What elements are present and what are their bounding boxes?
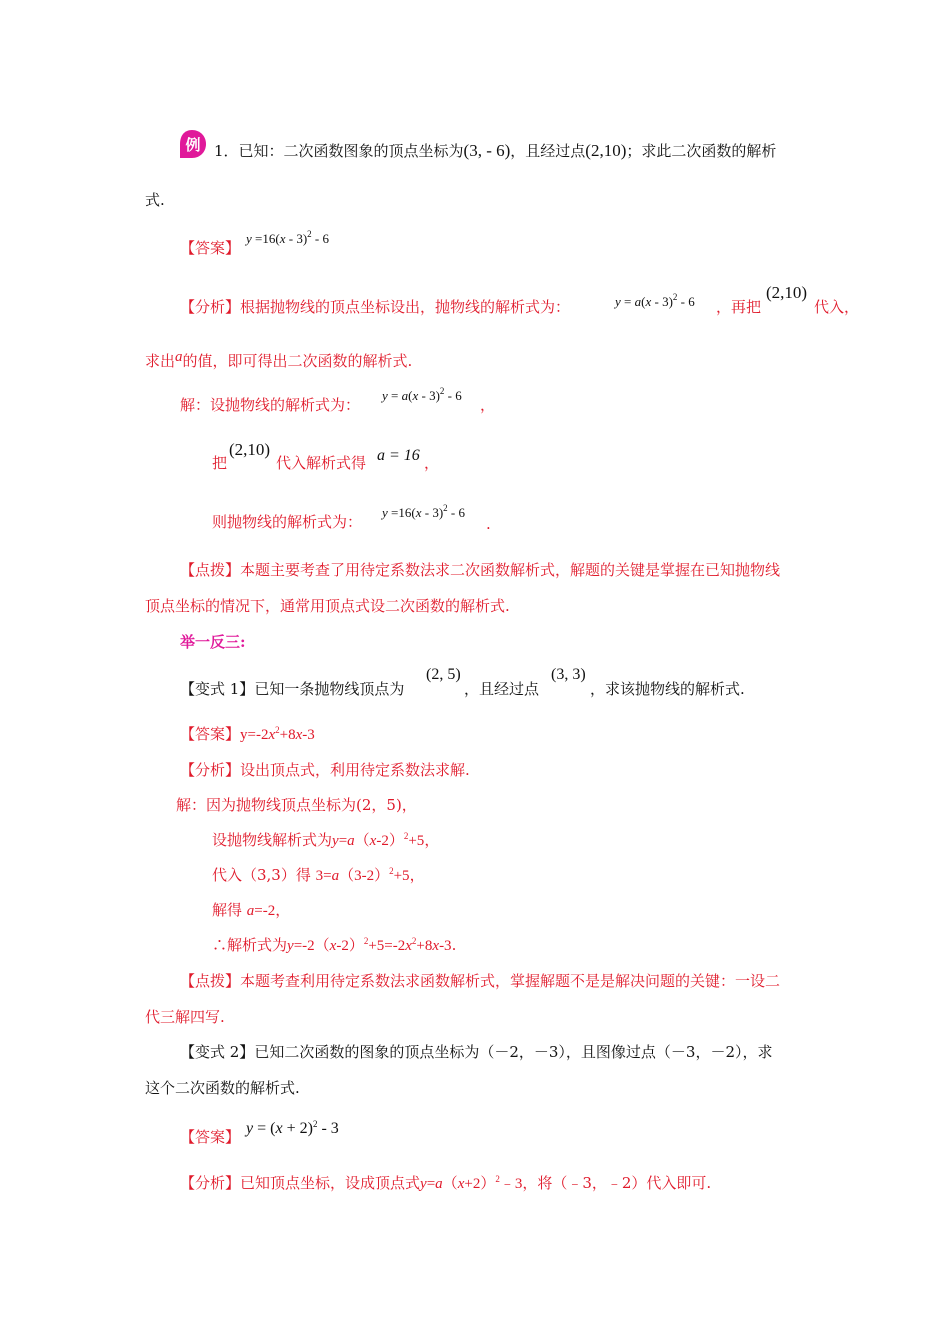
example-badge-icon [176, 128, 208, 160]
analysis1-formula: y = a(x - 3)$^2$ - 6 [615, 292, 695, 309]
answer1-tag: 【答案】 [180, 239, 241, 257]
analysis1-line1b: ，再把 [716, 298, 762, 316]
v1-answer: 【答案】$y=-2x^2+8x-3$ [180, 725, 315, 743]
v2-question-line2: 这个二次函数的解析式. [145, 1079, 300, 1097]
example-badge-text: 例 [185, 136, 201, 154]
solution1-step2-end: ， [424, 454, 440, 472]
solution1-step2b: 代入解析式得 [276, 454, 367, 472]
v2-answer-tag: 【答案】 [180, 1128, 241, 1146]
v1-solution-1: 解：因为抛物线顶点坐标为(2，5)， [176, 796, 417, 814]
v1-solution-3: 代入（3,3）得 $3=a(3-2)^2+5$， [212, 866, 425, 884]
v1-tip-line1: 【点拨】本题考查利用待定系数法求函数解析式，掌握解题不是是解决问题的关键：一设二 [180, 972, 781, 990]
v1-question-a: 【变式 1】已知一条抛物线顶点为 [180, 680, 405, 698]
v1-question-c: ，求该抛物线的解析式. [590, 680, 745, 698]
v1-solution-2: 设抛物线解析式为$y=a(x-2)^2+5$， [212, 831, 440, 849]
example-question: 1．已知：二次函数图象的顶点坐标为(3, - 6)，且经过点(2,10)；求此二次函数的解析 [214, 141, 777, 160]
v1-point: (3, 3) [551, 666, 586, 683]
v1-solution-5: ∴解析式为$y=-2(x-2)^2+5=-2x^2+8x-3$. [212, 936, 457, 954]
v1-tip-line2: 代三解四写. [145, 1008, 225, 1026]
solution1-formula2: y =16(x - 3)$^2$ - 6 [382, 503, 465, 520]
solution1-step2-point: (2,10) [229, 440, 271, 459]
v1-analysis: 【分析】设出顶点式，利用待定系数法求解. [180, 761, 470, 779]
solution1-step1: 解：设抛物线的解析式为： [180, 396, 361, 414]
analysis1-line2: 求出a的值，即可得出二次函数的解析式. [145, 349, 413, 370]
solution1-formula1: y = a(x - 3)$^2$ - 6 [382, 386, 462, 403]
v1-question-b: ，且经过点 [464, 680, 540, 698]
v1-solution-4: 解得 a=-2， [212, 901, 291, 919]
analysis1-line1: 【分析】根据抛物线的顶点坐标设出，抛物线的解析式为： [180, 298, 571, 316]
tip1-line2: 顶点坐标的情况下，通常用顶点式设二次函数的解析式. [145, 597, 510, 615]
v2-analysis: 【分析】已知顶点坐标，设成顶点式$y=a(x+2)^2﹣3$，将（﹣3，﹣2）代入即可. [180, 1174, 712, 1192]
analysis1-line1c: 代入， [814, 298, 860, 316]
v2-question-line1: 【变式 2】已知二次函数的图象的顶点坐标为（－2，－3），且图像过点（－3，－2），求 [180, 1043, 773, 1061]
solution1-step2-value: a = 16 [377, 447, 420, 464]
solution1-step2a: 把 [212, 454, 228, 472]
analysis1-point: (2,10) [766, 283, 808, 302]
tip1-line1: 【点拨】本题主要考查了用待定系数法求二次函数解析式，解题的关键是掌握在已知抛物线 [180, 561, 781, 579]
v2-answer-formula: $y = (x + 2)^2 - 3$ [246, 1119, 339, 1137]
practice-title: 举一反三: [180, 633, 246, 651]
example-question-cont: 式. [145, 191, 165, 209]
v1-vertex: (2, 5) [426, 666, 461, 683]
solution1-step3: 则抛物线的解析式为： [212, 513, 363, 531]
solution1-step3-end: . [486, 515, 491, 533]
solution1-step1-end: ， [480, 396, 496, 414]
answer1-formula: y =16(x - 3)$^2$ - 6 [246, 229, 329, 246]
